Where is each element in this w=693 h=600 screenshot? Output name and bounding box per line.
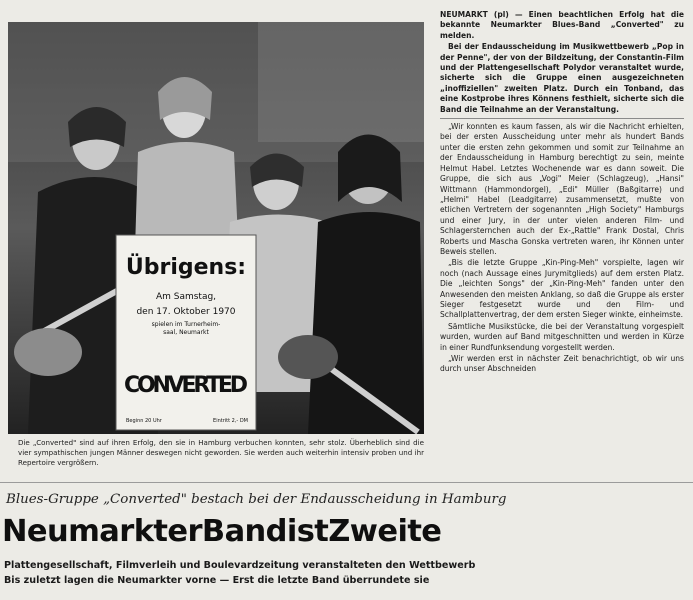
poster-line-3: spielen im Turnerheim-	[151, 321, 221, 328]
band-photo	[8, 22, 424, 434]
headline-rule	[0, 482, 693, 483]
subheadline-1: Plattengesellschaft, Filmverleih und Boulevardzeitung veranstalteten den Wettbewerb	[4, 560, 476, 571]
article-paragraph-2: Bei der Endausscheidung im Musikwettbewerb „Pop in der Penne", der von der Bildzeitung, der Constantin-Film und der Plattengesellschaft Polydor veranstaltet wurde, sicherte sich die Gruppe einen ausgezeichneten „inoffiziellen" zweiten Platz. Durch ein Tonband, das eine Kostprobe ihres Könnens festhielt, sicherte sich die Band die Teilnahme an der Veranstaltung.	[440, 42, 684, 114]
poster-line-2: den 17. Oktober 1970	[136, 307, 236, 317]
article-paragraph-5: Sämtliche Musikstücke, die bei der Veranstaltung vorgespielt wurden, wurden auf Band mitgeschnitten und werden in Kürze in einer Rundfunksendung vorgestellt werden.	[440, 321, 684, 352]
kicker-line: Blues-Gruppe „Converted" bestach bei der Endausscheidung in Hamburg	[6, 492, 507, 507]
article-paragraph-1: NEUMARKT (pl) — Einen beachtlichen Erfolg hat die bekannte Neumarkter Blues-Band „Converted" zu melden.	[440, 10, 684, 40]
article-column	[440, 10, 684, 450]
poster-title: Übrigens:	[125, 255, 247, 280]
poster-band-name: CONVERTED	[124, 373, 248, 398]
headline: NeumarkterBandistZweite	[2, 514, 442, 549]
article-paragraph-4: „Bis die letzte Gruppe „Kin-Ping-Meh" vorspielte, lagen wir noch (nach Aussage eines Jurymitglieds) auf dem ersten Platz. Die „leichten Songs" der „Kin-Ping-Meh" fanden unter den Anwesenden den meisten Anklang, so daß die Gruppe als erster Sieger festgesetzt wurde und den Film- und Schallplattenvertrag, der dem ersten Sieger winkte, einheimste.	[440, 258, 684, 320]
band-photo-drawing	[8, 22, 424, 434]
concert-poster	[116, 235, 256, 430]
article-paragraph-6: „Wir werden erst in nächster Zeit benachrichtigt, ob wir uns durch unser Abschneiden	[440, 354, 684, 374]
poster-line-1: Am Samstag,	[155, 292, 217, 302]
article-paragraph-3: „Wir konnten es kaum fassen, als wir die Nachricht erhielten, bei der ersten Ausscheidung unter mehr als hundert Bands unter die ersten zehn gekommen und somit zur Teilnahme an der Endausscheidung in Hamburg berechtigt zu sein, meinte Helmut Habel. Letztes Wochenende war es dann soweit. Die Gruppe, die sich aus „Vogi" Meier (Schlagzeug), „Hansi" Wittmann (Hammondorgel), „Edi" Müller (Baßgitarre) und „Helmi" Habel (Leadgitarre) zusammensetzt, mußte von etlichen Vertretern der sogenannten „High Society" Hamburgs und einer Jury, in der unter vielen anderen Film- und Schlagersternchen auch der Ex-„Rattle" Frank Dostal, Chris Roberts und Mascha Gonska vertreten waren, ihr Können unter Beweis stellen.	[440, 122, 684, 256]
photo-caption: Die „Converted" sind auf ihren Erfolg, den sie in Hamburg verbuchen konnten, sehr stolz. Überheblich sind die vier sympathischen jungen Männer deswegen nicht geworden. Sie werden auch weiterhin intensiv proben und ihr Repertoire vergrößern.	[18, 438, 424, 467]
divider	[440, 118, 684, 119]
poster-line-4: saal, Neumarkt	[163, 329, 209, 336]
poster-footer-left: Beginn 20 Uhr	[126, 418, 162, 424]
poster-footer-right: Eintritt 2,- DM	[213, 418, 248, 424]
subheadline-2: Bis zuletzt lagen die Neumarkter vorne — Erst die letzte Band überrundete sie	[4, 575, 430, 586]
